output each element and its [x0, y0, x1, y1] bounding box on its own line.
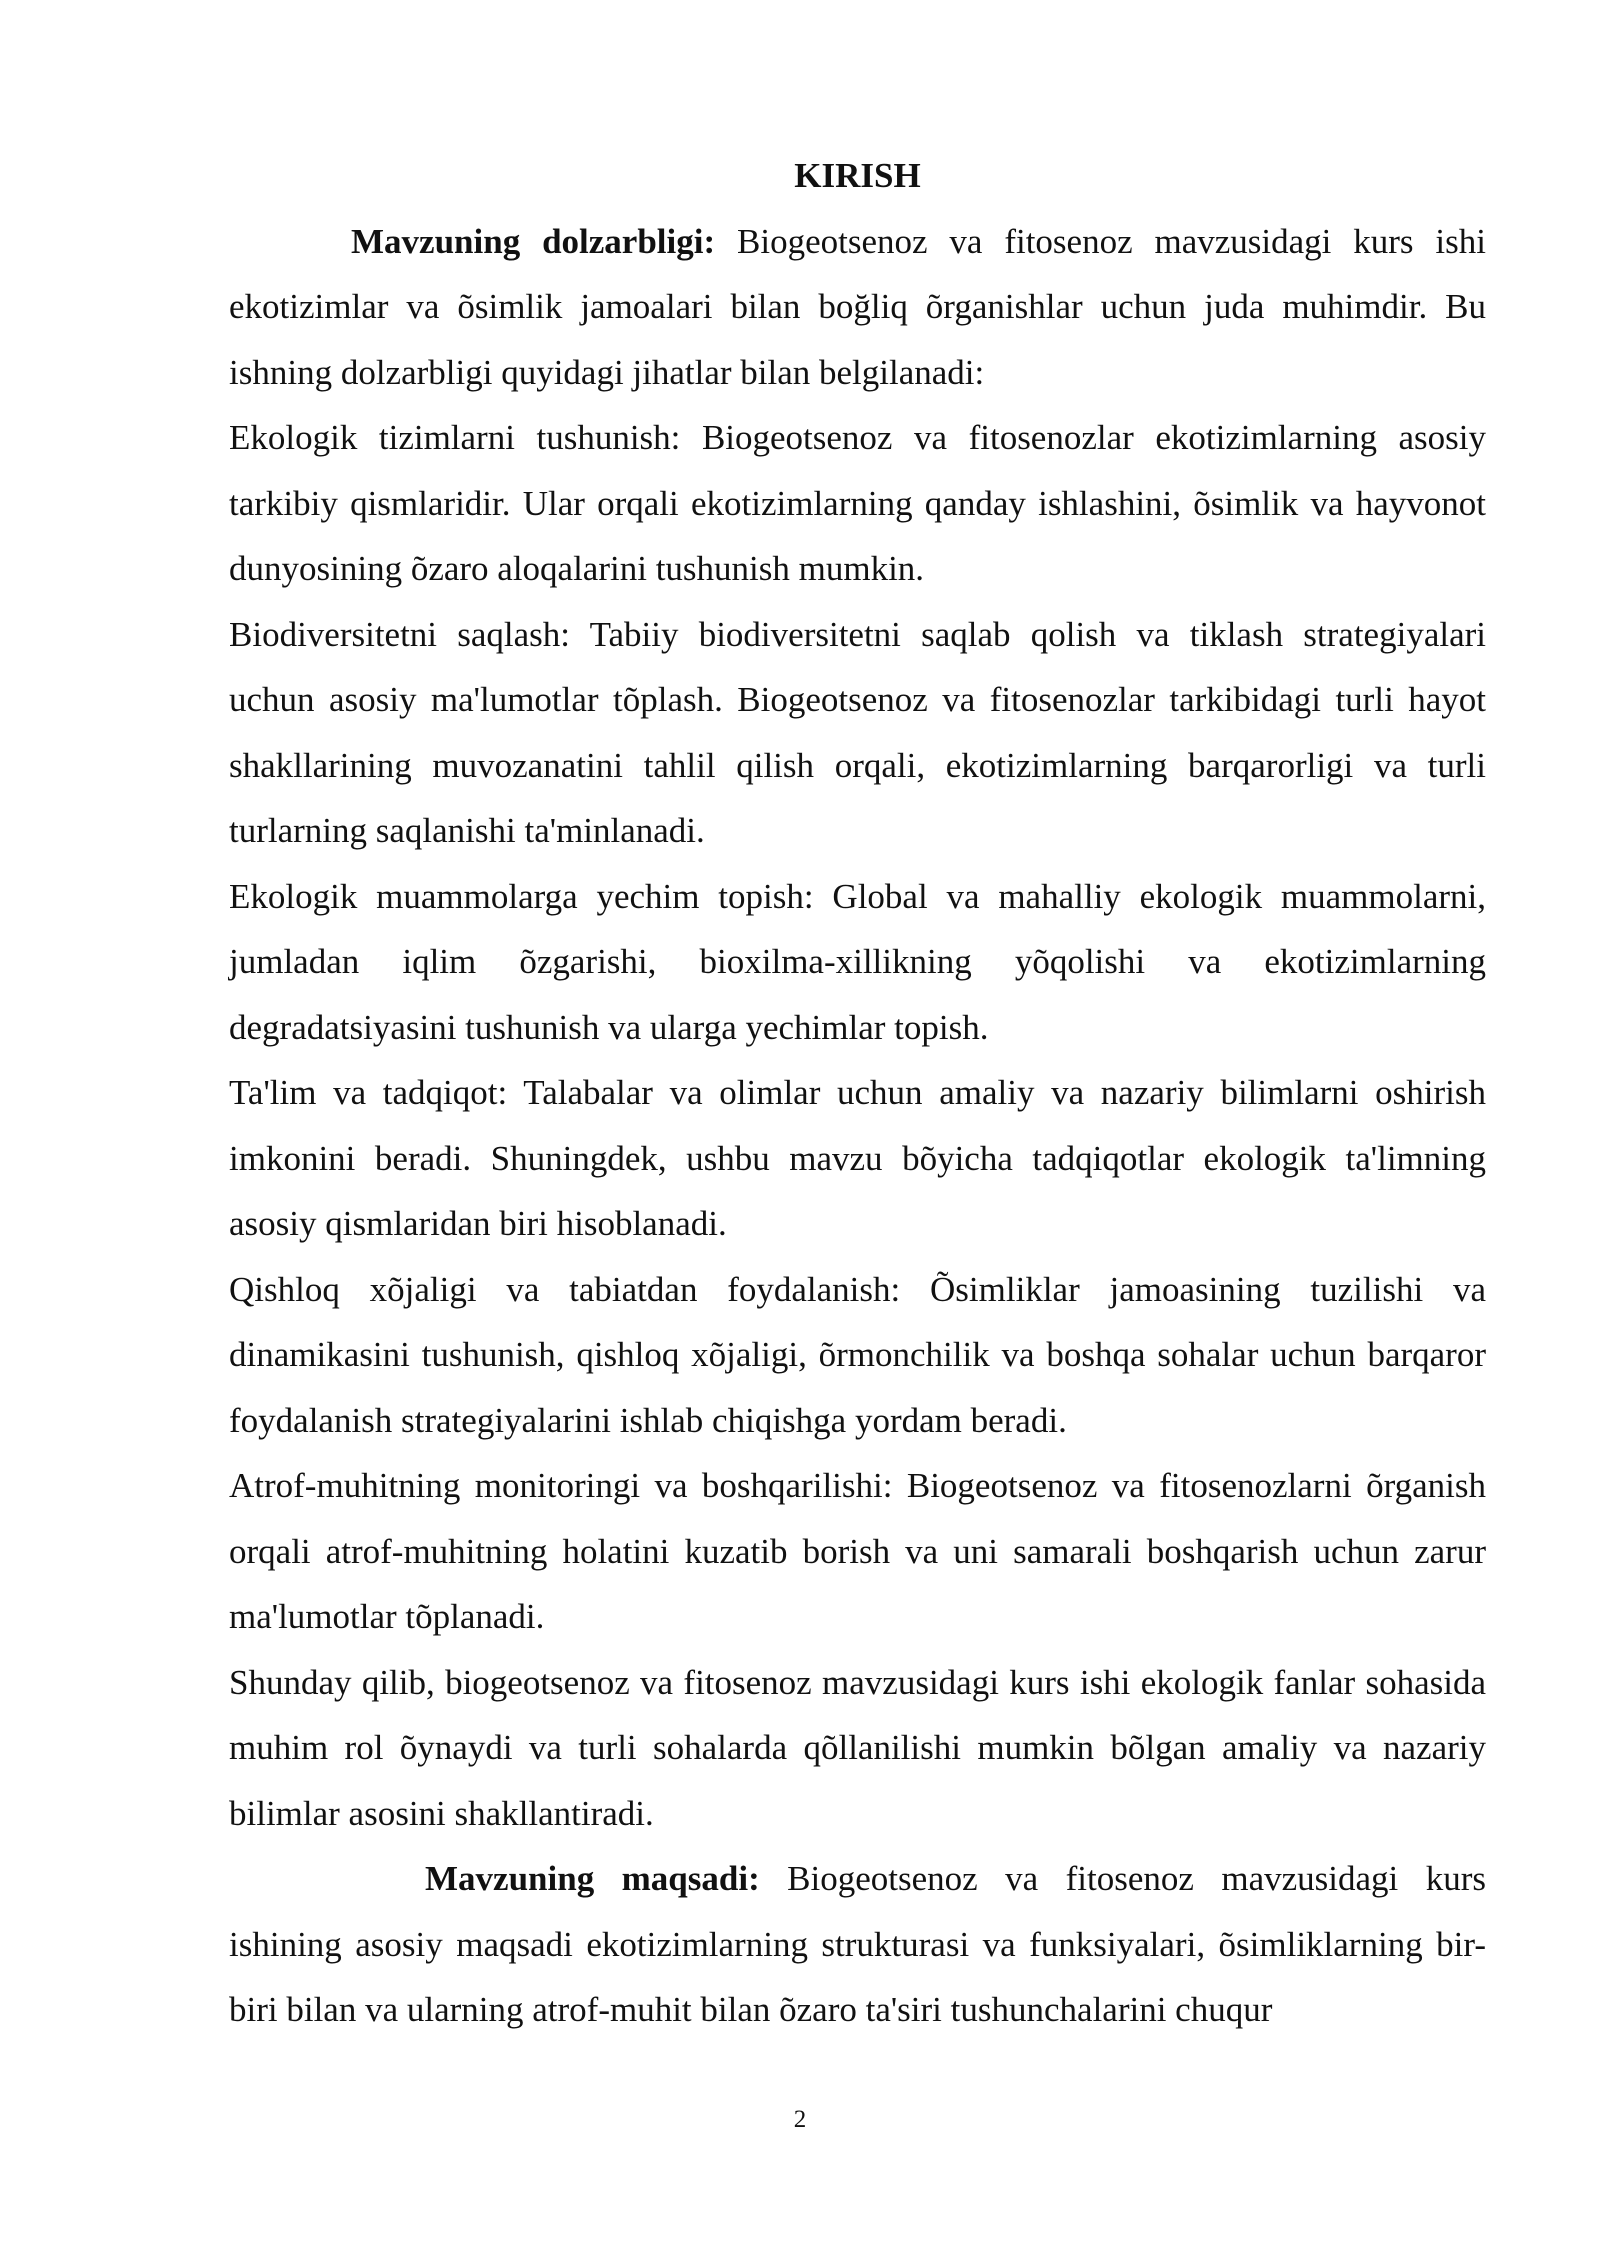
- relevance-text: Biogeotsenoz va fitosenoz mavzusidagi kurs ishi ekotizimlar va õsimlik jamoalari bilan boğliq õrganishlar uchun juda muhimdir. Bu ishning dolzarbligi quyidagi jihatlar bilan belgilanadi:: [229, 221, 1486, 392]
- body-paragraph-education-research: Ta'lim va tadqiqot: Talabalar va olimlar uchun amaliy va nazariy bilimlarni oshirish imkonini beradi. Shuningdek, ushbu mavzu bõyicha tadqiqotlar ekologik ta'limning asosiy qismlaridan biri hisoblanadi.: [229, 1073, 1486, 1243]
- body-paragraph-biodiversity: Biodiversitetni saqlash: Tabiiy biodiversitetni saqlab qolish va tiklash strategiyalari uchun asosiy ma'lumotlar tõplash. Biogeotsenoz va fitosenozlar tarkibidagi turli hayot shakllarining muvozanatini tahlil qilish orqali, ekotizimlarning barqarorligi va turli turlarning saqlanishi ta'minlanadi.: [229, 614, 1486, 850]
- body-paragraph-ecological-problems: Ekologik muammolarga yechim topish: Global va mahalliy ekologik muammolarni, jumladan iqlim õzgarishi, bioxilma-xillikning yõqolishi va ekotizimlarning degradatsiyasini tushunish va ularga yechimlar topish.: [229, 876, 1486, 1047]
- goal-text: Biogeotsenoz va fitosenoz mavzusidagi kurs ishining asosiy maqsadi ekotizimlarning strukturasi va funksiyalari, õsimliklarning bir-biri bilan va ularning atrof-muhit bilan õzaro ta'siri tushunchalarini chuqur: [229, 1859, 1486, 2029]
- page-title: KIRISH: [794, 156, 921, 195]
- goal-heading: Mavzuning maqsadi:: [425, 1859, 760, 1898]
- page-content: [229, 143, 1486, 2043]
- goal-paragraph: [229, 1846, 1486, 2043]
- body-paragraph-monitoring: Atrof-muhitning monitoringi va boshqarilishi: Biogeotsenoz va fitosenozlarni õrganish orqali atrof-muhitning holatini kuzatib borish va uni samarali boshqarish uchun zarur ma'lumotlar tõplanadi.: [229, 1466, 1486, 1636]
- body-paragraph-agriculture: Qishloq xõjaligi va tabiatdan foydalanish: Õsimliklar jamoasining tuzilishi va dinamikasini tushunish, qishloq xõjaligi, õrmonchilik va boshqa sohalar uchun barqaror foydalanish strategiyalarini ishlab chiqishga yordam beradi.: [229, 1269, 1486, 1440]
- relevance-heading: Mavzuning dolzarbligi:: [351, 221, 716, 261]
- relevance-paragraph: [229, 209, 1486, 406]
- body-paragraph-conclusion: Shunday qilib, biogeotsenoz va fitosenoz mavzusidagi kurs ishi ekologik fanlar sohasida muhim rol õynaydi va turli sohalarda qõllanilishi mumkin bõlgan amaliy va nazariy bilimlar asosini shakllantiradi.: [229, 1662, 1486, 1833]
- page-number: 2: [793, 2106, 807, 2133]
- body-paragraph-ecological-systems: Ekologik tizimlarni tushunish: Biogeotsenoz va fitosenozlar ekotizimlarning asosiy tarkibiy qismlaridir. Ular orqali ekotizimlarning qanday ishlashini, õsimlik va hayvonot dunyosining õzaro aloqalarini tushunish mumkin.: [229, 418, 1486, 588]
